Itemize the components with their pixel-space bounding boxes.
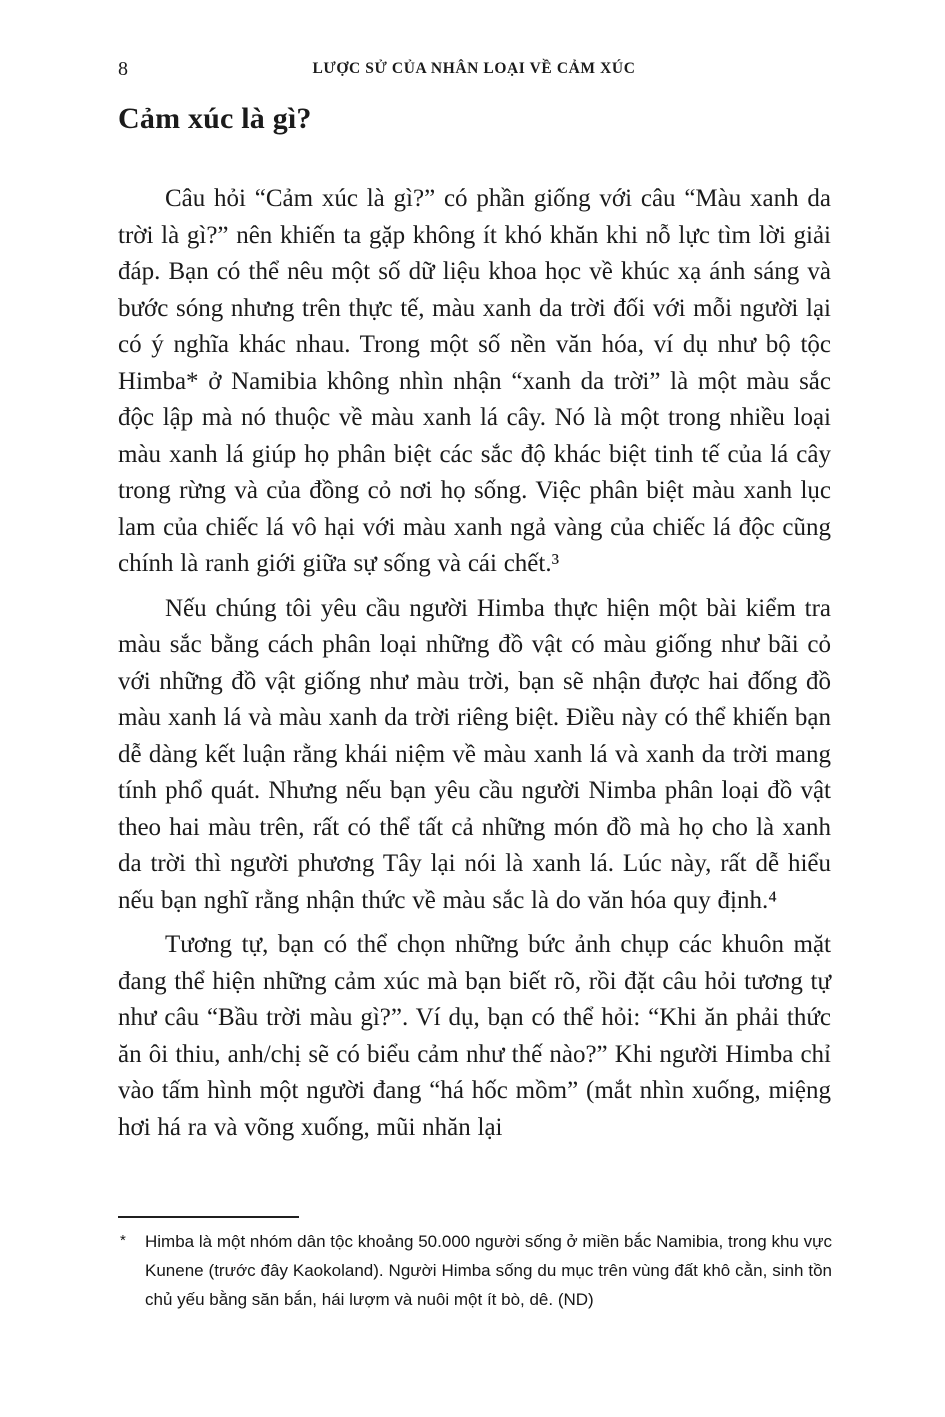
footnote-text: Himba là một nhóm dân tộc khoảng 50.000 người sống ở miền bắc Namibia, trong khu vực Kunene (trước đây Kaokoland). Người Himba sống du mục trên vùng đất khô cằn, sinh tồn chủ yếu bằng săn bắn, hái lượm và nuôi một ít bò, dê. (ND) — [145, 1232, 832, 1309]
page-header — [118, 56, 830, 84]
section-heading: Cảm xúc là gì? — [118, 102, 312, 135]
footnote-block — [118, 1216, 832, 1314]
body-paragraph: Tương tự, bạn có thể chọn những bức ảnh chụp các khuôn mặt đang thể hiện những cảm xúc mà bạn biết rõ, rồi đặt câu hỏi tương tự như câu “Bầu trời màu gì?”. Ví dụ, bạn có thể hỏi: “Khi ăn phải thức ăn ôi thiu, anh/chị sẽ có biểu cảm như thế nào?” Khi người Himba chỉ vào tấm hình một người đang “há hốc mồm” (mắt nhìn xuống, miệng hơi há ra và võng xuống, mũi nhăn lại — [118, 931, 831, 1141]
footnote-rule — [118, 1216, 299, 1218]
footnote — [118, 1227, 832, 1314]
body-paragraph: Nếu chúng tôi yêu cầu người Himba thực hiện một bài kiểm tra màu sắc bằng cách phân loại những đồ vật có màu giống như bãi cỏ với những đồ vật giống như màu trời, bạn sẽ nhận được hai đống đồ màu xanh lá và màu xanh da trời riêng biệt. Điều này có thể khiến bạn dễ dàng kết luận rằng khái niệm về màu xanh lá và xanh da trời mang tính phổ quát. Nhưng nếu bạn yêu cầu người Nimba phân loại đồ vật theo hai màu trên, rất có thể tất cả những món đồ mà họ cho là xanh da trời thì người phương Tây lại nói là xanh lá. Lúc này, rất dễ hiểu nếu bạn nghĩ rằng nhận thức về màu sắc là do văn hóa quy định.⁴ — [118, 594, 831, 914]
footnote-marker: * — [120, 1232, 126, 1249]
page-number: 8 — [118, 58, 128, 80]
body-text — [118, 181, 831, 1146]
running-title: LƯỢC SỬ CỦA NHÂN LOẠI VỀ CẢM XÚC — [312, 60, 636, 77]
body-paragraph: Câu hỏi “Cảm xúc là gì?” có phần giống với câu “Màu xanh da trời là gì?” nên khiến ta gặp không ít khó khăn khi nỗ lực tìm lời giải đáp. Bạn có thể nêu một số dữ liệu khoa học về khúc xạ ánh sáng và bước sóng nhưng trên thực tế, màu xanh da trời đối với mỗi người lại có ý nghĩa khác nhau. Trong một số nền văn hóa, ví dụ như bộ tộc Himba* ở Namibia không nhìn nhận “xanh da trời” là một màu sắc độc lập mà nó thuộc về màu xanh lá cây. Nó là một trong nhiều loại màu xanh lá giúp họ phân biệt các sắc độ khác biệt tinh tế của lá cây trong rừng và của đồng cỏ nơi họ sống. Việc phân biệt màu xanh lục lam của chiếc lá vô hại với màu xanh ngả vàng của chiếc lá độc cũng chính là ranh giới giữa sự sống và cái chết.³ — [118, 185, 831, 577]
